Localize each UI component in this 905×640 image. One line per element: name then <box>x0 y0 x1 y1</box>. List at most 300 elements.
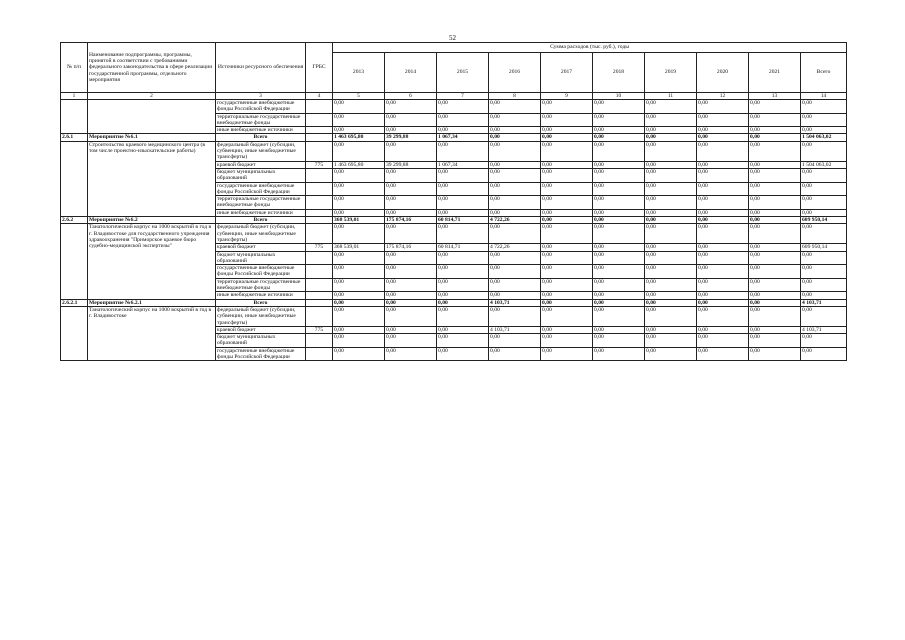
cell-value: 0,00 <box>645 127 697 134</box>
cell-value: 0,00 <box>333 299 385 306</box>
table-row <box>61 100 847 114</box>
cell-value: 0,00 <box>541 168 593 182</box>
cell-value: 0,00 <box>541 182 593 196</box>
cell-value: 0,00 <box>333 224 385 244</box>
cell-value: 0,00 <box>437 334 489 348</box>
column-number: 7 <box>437 93 489 100</box>
header-year: 2013 <box>333 53 385 93</box>
cell-value: 0,00 <box>697 141 749 161</box>
cell-source: федеральный бюджет (субсидии, субвенции, иные межбюджетные трансферты) <box>216 224 306 244</box>
cell-value: 0,00 <box>437 278 489 292</box>
cell-grbs <box>306 100 333 114</box>
cell-value: 0,00 <box>593 326 645 333</box>
cell-grbs <box>306 224 333 244</box>
cell-value: 0,00 <box>541 134 593 141</box>
cell-value: 0,00 <box>541 244 593 251</box>
cell-grbs <box>306 196 333 210</box>
header-year: 2021 <box>749 53 801 93</box>
cell-value: 0,00 <box>489 161 541 168</box>
cell-value: 0,00 <box>645 224 697 244</box>
cell-value: 0,00 <box>489 100 541 114</box>
cell-value: 0,00 <box>333 100 385 114</box>
cell-value: 0,00 <box>801 168 847 182</box>
cell-value: 60 814,71 <box>437 244 489 251</box>
cell-name <box>88 100 216 134</box>
cell-value: 0,00 <box>385 347 437 361</box>
cell-grbs <box>306 265 333 279</box>
column-number: 9 <box>541 93 593 100</box>
cell-value: 0,00 <box>593 182 645 196</box>
cell-num: 2.6.1 <box>61 134 88 141</box>
cell-value: 0,00 <box>541 347 593 361</box>
cell-value: 0,00 <box>749 306 801 326</box>
cell-source: бюджет муниципальных образований <box>216 251 306 265</box>
cell-value: 0,00 <box>593 292 645 299</box>
cell-value: 0,00 <box>437 292 489 299</box>
header-year: 2019 <box>645 53 697 93</box>
cell-grbs <box>306 168 333 182</box>
cell-value: 0,00 <box>801 127 847 134</box>
cell-value: 0,00 <box>645 100 697 114</box>
cell-value: 0,00 <box>749 134 801 141</box>
cell-value: 0,00 <box>697 100 749 114</box>
column-number: 5 <box>333 93 385 100</box>
cell-value: 0,00 <box>333 306 385 326</box>
cell-num <box>61 141 88 216</box>
cell-value: 0,00 <box>749 141 801 161</box>
cell-value: 1 504 063,02 <box>801 161 847 168</box>
cell-value: 0,00 <box>489 224 541 244</box>
cell-value: 0,00 <box>333 182 385 196</box>
cell-value: 0,00 <box>645 347 697 361</box>
cell-value: 0,00 <box>645 141 697 161</box>
cell-value: 0,00 <box>437 209 489 216</box>
cell-value: 0,00 <box>697 113 749 127</box>
cell-source: иные внебюджетные источники <box>216 127 306 134</box>
cell-value: 0,00 <box>697 251 749 265</box>
cell-grbs <box>306 306 333 326</box>
cell-value: 0,00 <box>593 127 645 134</box>
cell-grbs <box>306 182 333 196</box>
header-source: Источники ресурсного обеспечения <box>216 43 306 93</box>
cell-value: 0,00 <box>541 127 593 134</box>
cell-value: 0,00 <box>385 141 437 161</box>
cell-value: 0,00 <box>645 196 697 210</box>
cell-value: 0,00 <box>749 113 801 127</box>
table-row <box>61 224 847 244</box>
cell-value: 0,00 <box>645 217 697 224</box>
cell-value: 0,00 <box>437 326 489 333</box>
cell-value: 0,00 <box>749 161 801 168</box>
cell-grbs <box>306 113 333 127</box>
cell-grbs <box>306 299 333 306</box>
cell-value: 0,00 <box>801 141 847 161</box>
cell-value: 0,00 <box>541 161 593 168</box>
cell-value: 0,00 <box>749 299 801 306</box>
cell-value: 1 463 695,80 <box>333 134 385 141</box>
cell-value: 0,00 <box>333 334 385 348</box>
cell-value: 0,00 <box>801 306 847 326</box>
cell-value: 0,00 <box>645 182 697 196</box>
cell-value: 175 874,16 <box>385 217 437 224</box>
cell-source: федеральный бюджет (субсидии, субвенции, иные межбюджетные трансферты) <box>216 306 306 326</box>
cell-value: 0,00 <box>541 326 593 333</box>
cell-value: 0,00 <box>645 244 697 251</box>
cell-value: 0,00 <box>541 292 593 299</box>
cell-value: 0,00 <box>437 265 489 279</box>
cell-value: 0,00 <box>593 196 645 210</box>
cell-value: 0,00 <box>645 326 697 333</box>
cell-value: 0,00 <box>541 299 593 306</box>
column-number: 3 <box>216 93 306 100</box>
cell-value: 0,00 <box>593 113 645 127</box>
cell-value: 0,00 <box>489 182 541 196</box>
cell-value: 0,00 <box>385 306 437 326</box>
cell-value: 0,00 <box>541 306 593 326</box>
cell-name: Мероприятие №6.2.1 <box>88 299 216 306</box>
cell-value: 0,00 <box>385 127 437 134</box>
cell-value: 0,00 <box>541 100 593 114</box>
cell-value: 39 299,88 <box>385 134 437 141</box>
cell-value: 0,00 <box>593 265 645 279</box>
cell-value: 0,00 <box>333 141 385 161</box>
cell-value: 0,00 <box>489 209 541 216</box>
cell-value: 0,00 <box>697 161 749 168</box>
cell-value: 0,00 <box>697 299 749 306</box>
cell-grbs <box>306 127 333 134</box>
cell-source: территориальные государственные внебюджетные фонды <box>216 113 306 127</box>
cell-value: 0,00 <box>749 326 801 333</box>
cell-value: 0,00 <box>801 265 847 279</box>
cell-value: 0,00 <box>593 168 645 182</box>
cell-value: 0,00 <box>593 141 645 161</box>
cell-value: 0,00 <box>645 134 697 141</box>
column-number: 8 <box>489 93 541 100</box>
cell-value: 60 814,71 <box>437 217 489 224</box>
cell-value: 0,00 <box>385 265 437 279</box>
cell-value: 0,00 <box>697 347 749 361</box>
cell-num: 2.6.2.1 <box>61 299 88 306</box>
cell-value: 0,00 <box>333 168 385 182</box>
column-number: 4 <box>306 93 333 100</box>
cell-grbs <box>306 292 333 299</box>
cell-value: 0,00 <box>801 278 847 292</box>
cell-source: краевой бюджет <box>216 326 306 333</box>
cell-name: Танатологический корпус на 1000 вскрытий в год в г. Владивостоке <box>88 306 216 360</box>
cell-source: краевой бюджет <box>216 244 306 251</box>
budget-table <box>60 42 847 361</box>
cell-value: 0,00 <box>333 292 385 299</box>
cell-value: 0,00 <box>593 134 645 141</box>
cell-value: 0,00 <box>749 278 801 292</box>
cell-value: 0,00 <box>801 209 847 216</box>
cell-value: 0,00 <box>541 251 593 265</box>
cell-value: 0,00 <box>697 182 749 196</box>
column-number: 13 <box>749 93 801 100</box>
cell-value: 0,00 <box>645 306 697 326</box>
cell-value: 0,00 <box>645 113 697 127</box>
cell-value: 0,00 <box>593 299 645 306</box>
cell-value: 0,00 <box>385 292 437 299</box>
cell-value: 0,00 <box>697 306 749 326</box>
cell-value: 0,00 <box>437 113 489 127</box>
cell-value: 0,00 <box>749 265 801 279</box>
cell-value: 0,00 <box>541 196 593 210</box>
cell-num <box>61 100 88 134</box>
cell-value: 0,00 <box>385 209 437 216</box>
cell-value: 0,00 <box>385 278 437 292</box>
cell-value: 0,00 <box>489 196 541 210</box>
cell-value: 0,00 <box>697 127 749 134</box>
header-year: 2018 <box>593 53 645 93</box>
header-year: Всего <box>801 53 847 93</box>
cell-num <box>61 224 88 299</box>
cell-name: Танатологический корпус на 1000 вскрытий в год в г. Владивостоке для государственного учреждения здравоохранения "Приморское краевое бюро судебно-медицинской экспертизы" <box>88 224 216 299</box>
cell-value: 0,00 <box>749 292 801 299</box>
header-year: 2014 <box>385 53 437 93</box>
header-grbs: ГРБС <box>306 43 333 93</box>
cell-value: 609 950,14 <box>801 217 847 224</box>
cell-value: 0,00 <box>697 334 749 348</box>
cell-name: Мероприятие №6.1 <box>88 134 216 141</box>
cell-value: 0,00 <box>541 278 593 292</box>
cell-value: 0,00 <box>697 209 749 216</box>
cell-value: 0,00 <box>801 100 847 114</box>
table-row <box>61 306 847 326</box>
cell-value: 368 539,01 <box>333 217 385 224</box>
cell-value: 0,00 <box>489 113 541 127</box>
cell-value: 0,00 <box>749 251 801 265</box>
cell-value: 0,00 <box>541 209 593 216</box>
cell-grbs <box>306 278 333 292</box>
cell-value: 0,00 <box>593 306 645 326</box>
cell-value: 0,00 <box>437 347 489 361</box>
cell-value: 0,00 <box>697 326 749 333</box>
cell-value: 0,00 <box>749 182 801 196</box>
cell-grbs: 775 <box>306 161 333 168</box>
cell-value: 0,00 <box>437 141 489 161</box>
cell-name: Строительство краевого медицинского центра (в том числе проектно-изыскательские работы) <box>88 141 216 216</box>
cell-value: 39 299,88 <box>385 161 437 168</box>
column-number: 2 <box>88 93 216 100</box>
cell-source: краевой бюджет <box>216 161 306 168</box>
cell-value: 0,00 <box>645 265 697 279</box>
cell-value: 0,00 <box>437 299 489 306</box>
column-number: 6 <box>385 93 437 100</box>
cell-value: 0,00 <box>437 127 489 134</box>
cell-grbs <box>306 217 333 224</box>
cell-value: 0,00 <box>385 326 437 333</box>
cell-value: 0,00 <box>489 251 541 265</box>
column-number: 11 <box>645 93 697 100</box>
cell-value: 4 103,71 <box>489 326 541 333</box>
cell-value: 0,00 <box>333 251 385 265</box>
cell-value: 0,00 <box>333 196 385 210</box>
cell-value: 0,00 <box>593 251 645 265</box>
cell-value: 0,00 <box>333 326 385 333</box>
cell-value: 0,00 <box>541 265 593 279</box>
cell-value: 0,00 <box>801 251 847 265</box>
cell-value: 0,00 <box>697 217 749 224</box>
cell-value: 0,00 <box>749 217 801 224</box>
cell-value: 0,00 <box>749 196 801 210</box>
cell-value: 0,00 <box>437 182 489 196</box>
cell-value: 0,00 <box>437 306 489 326</box>
cell-value: 0,00 <box>437 224 489 244</box>
cell-value: 1 067,34 <box>437 134 489 141</box>
cell-value: 0,00 <box>645 168 697 182</box>
cell-value: 0,00 <box>489 127 541 134</box>
cell-value: 0,00 <box>333 278 385 292</box>
cell-value: 0,00 <box>749 209 801 216</box>
cell-value: 0,00 <box>697 224 749 244</box>
cell-value: 0,00 <box>385 334 437 348</box>
cell-value: 0,00 <box>489 334 541 348</box>
cell-value: 4 722,26 <box>489 244 541 251</box>
cell-value: 0,00 <box>333 113 385 127</box>
cell-value: 0,00 <box>749 224 801 244</box>
header-year: 2016 <box>489 53 541 93</box>
cell-value: 0,00 <box>749 127 801 134</box>
cell-value: 0,00 <box>333 127 385 134</box>
cell-value: 175 874,16 <box>385 244 437 251</box>
header-sum: Сумма расходов (тыс. руб.), годы <box>333 43 847 53</box>
cell-value: 0,00 <box>541 224 593 244</box>
cell-source: государственные внебюджетные фонды Российской Федерации <box>216 182 306 196</box>
cell-value: 609 950,14 <box>801 244 847 251</box>
cell-source: государственные внебюджетные фонды Российской Федерации <box>216 100 306 114</box>
cell-value: 4 722,26 <box>489 217 541 224</box>
cell-value: 0,00 <box>697 265 749 279</box>
column-number: 12 <box>697 93 749 100</box>
table-row <box>61 141 847 161</box>
cell-source: иные внебюджетные источники <box>216 292 306 299</box>
cell-value: 0,00 <box>645 292 697 299</box>
cell-value: 0,00 <box>489 265 541 279</box>
cell-value: 0,00 <box>489 278 541 292</box>
cell-value: 0,00 <box>333 265 385 279</box>
cell-source: государственные внебюджетные фонды Российской Федерации <box>216 347 306 361</box>
cell-value: 0,00 <box>489 134 541 141</box>
cell-value: 0,00 <box>489 292 541 299</box>
cell-grbs <box>306 347 333 361</box>
cell-value: 0,00 <box>697 196 749 210</box>
cell-value: 0,00 <box>801 292 847 299</box>
cell-value: 1 067,34 <box>437 161 489 168</box>
cell-value: 0,00 <box>489 168 541 182</box>
cell-source: территориальные государственные внебюджетные фонды <box>216 278 306 292</box>
cell-value: 0,00 <box>801 224 847 244</box>
cell-value: 0,00 <box>489 141 541 161</box>
cell-num <box>61 306 88 360</box>
cell-value: 0,00 <box>801 113 847 127</box>
header-year: 2017 <box>541 53 593 93</box>
table-row <box>61 217 847 224</box>
cell-value: 0,00 <box>697 168 749 182</box>
cell-value: 0,00 <box>437 251 489 265</box>
cell-value: 0,00 <box>385 168 437 182</box>
cell-value: 0,00 <box>437 196 489 210</box>
cell-value: 0,00 <box>593 217 645 224</box>
cell-grbs <box>306 209 333 216</box>
cell-source: иные внебюджетные источники <box>216 209 306 216</box>
cell-value: 1 504 063,02 <box>801 134 847 141</box>
cell-source: государственные внебюджетные фонды Российской Федерации <box>216 265 306 279</box>
header-year: 2015 <box>437 53 489 93</box>
cell-value: 0,00 <box>749 244 801 251</box>
cell-value: 0,00 <box>593 278 645 292</box>
cell-grbs <box>306 141 333 161</box>
cell-value: 0,00 <box>385 100 437 114</box>
cell-value: 368 539,01 <box>333 244 385 251</box>
header-name: Наименование подпрограммы, программы, принятой в соответствии с требованиями федерального законодательства в сфере реализации государственной программы, отдельного мероприятия <box>88 43 216 93</box>
cell-value: 0,00 <box>385 196 437 210</box>
cell-value: 0,00 <box>593 347 645 361</box>
cell-value: 0,00 <box>645 209 697 216</box>
column-number: 14 <box>801 93 847 100</box>
cell-value: 0,00 <box>801 182 847 196</box>
cell-value: 4 103,71 <box>801 326 847 333</box>
cell-value: 0,00 <box>749 334 801 348</box>
cell-value: 4 103,71 <box>801 299 847 306</box>
cell-num: 2.6.2 <box>61 217 88 224</box>
cell-value: 0,00 <box>593 100 645 114</box>
cell-source: Всего <box>216 134 306 141</box>
column-number: 10 <box>593 93 645 100</box>
cell-value: 0,00 <box>489 306 541 326</box>
cell-grbs <box>306 251 333 265</box>
table-row <box>61 134 847 141</box>
cell-value: 0,00 <box>385 182 437 196</box>
cell-value: 0,00 <box>541 141 593 161</box>
cell-value: 0,00 <box>541 217 593 224</box>
column-number: 1 <box>61 93 88 100</box>
cell-source: бюджет муниципальных образований <box>216 168 306 182</box>
cell-value: 0,00 <box>593 209 645 216</box>
cell-value: 0,00 <box>749 100 801 114</box>
cell-value: 0,00 <box>645 161 697 168</box>
cell-value: 0,00 <box>593 244 645 251</box>
cell-value: 1 463 695,80 <box>333 161 385 168</box>
cell-value: 0,00 <box>645 278 697 292</box>
cell-source: Всего <box>216 299 306 306</box>
cell-value: 0,00 <box>645 251 697 265</box>
cell-value: 0,00 <box>801 334 847 348</box>
cell-value: 0,00 <box>697 244 749 251</box>
cell-value: 0,00 <box>333 209 385 216</box>
cell-grbs <box>306 134 333 141</box>
cell-value: 0,00 <box>333 347 385 361</box>
cell-value: 4 103,71 <box>489 299 541 306</box>
header-year: 2020 <box>697 53 749 93</box>
cell-grbs: 775 <box>306 326 333 333</box>
cell-value: 0,00 <box>645 334 697 348</box>
header-num: № п/п <box>61 43 88 93</box>
cell-source: бюджет муниципальных образований <box>216 334 306 348</box>
cell-source: Всего <box>216 217 306 224</box>
cell-value: 0,00 <box>541 334 593 348</box>
cell-value: 0,00 <box>593 161 645 168</box>
cell-value: 0,00 <box>749 347 801 361</box>
cell-value: 0,00 <box>801 347 847 361</box>
cell-value: 0,00 <box>437 100 489 114</box>
cell-value: 0,00 <box>541 113 593 127</box>
cell-value: 0,00 <box>697 278 749 292</box>
cell-source: федеральный бюджет (субсидии, субвенции, иные межбюджетные трансферты) <box>216 141 306 161</box>
cell-grbs: 775 <box>306 244 333 251</box>
cell-value: 0,00 <box>437 168 489 182</box>
page-number: 52 <box>449 34 456 42</box>
